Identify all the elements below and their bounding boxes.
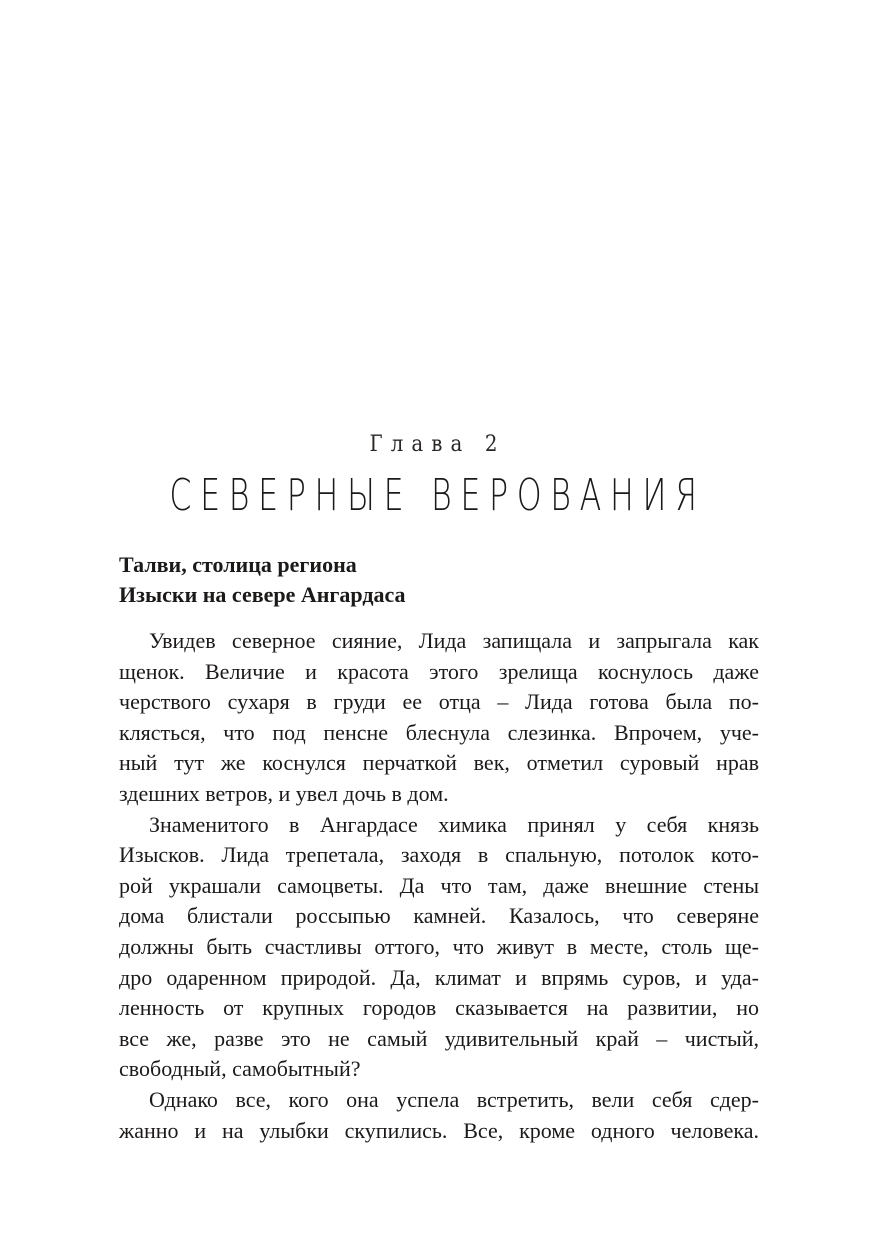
text-line: клясться, что под пенсне блеснула слезинка. Впрочем, уче- (119, 719, 759, 745)
chapter-label: Глава 2 (369, 432, 506, 457)
text-line: черствого сухаря в груди ее отца – Лида готова была по- (119, 689, 759, 715)
text-line: дома блистали россыпью камней. Казалось, что северяне (119, 903, 759, 929)
text-line: ленность от крупных городов сказывается на развитии, но (119, 995, 759, 1021)
text-line: ный тут же коснулся перчаткой век, отметил суровый нрав (119, 750, 759, 776)
text-line: должны быть счастливы оттого, что живут в месте, столь ще- (119, 933, 759, 959)
location-heading (119, 550, 759, 610)
text-line: Изысков. Лида трепетала, заходя в спальную, потолок кото- (119, 842, 759, 868)
text-line: здешних ветров, и увел дочь в дом. (119, 780, 449, 806)
text-line: свободный, самобытный? (119, 1056, 361, 1082)
location-line-1: Талви, столица региона (119, 552, 357, 577)
text-line: рой украшали самоцветы. Да что там, даже внешние стены (119, 872, 759, 898)
paragraph-1 (119, 626, 759, 810)
text-line: Увидев северное сияние, Лида запищала и запрыгала как (149, 628, 759, 653)
paragraph-3 (119, 1085, 759, 1146)
paragraph-2 (119, 810, 759, 1085)
text-line: Однако все, кого она успела встретить, вели себя сдер- (149, 1086, 759, 1112)
chapter-body (119, 626, 759, 1146)
text-line: жанно и на улыбки скупились. Все, кроме одного человека. (119, 1117, 759, 1143)
location-line-2: Изыски на севере Ангардаса (119, 582, 406, 607)
text-line: все же, разве это не самый удивительный край – чистый, (119, 1025, 759, 1051)
text-line: дро одаренном природой. Да, климат и впрямь суров, и уда- (119, 964, 759, 990)
chapter-title: СЕВЕРНЫЕ ВЕРОВАНИЯ (169, 470, 706, 521)
text-line: Знаменитого в Ангардасе химика принял у себя князь (149, 811, 759, 837)
text-line: щенок. Величие и красота этого зрелища коснулось даже (119, 658, 759, 684)
